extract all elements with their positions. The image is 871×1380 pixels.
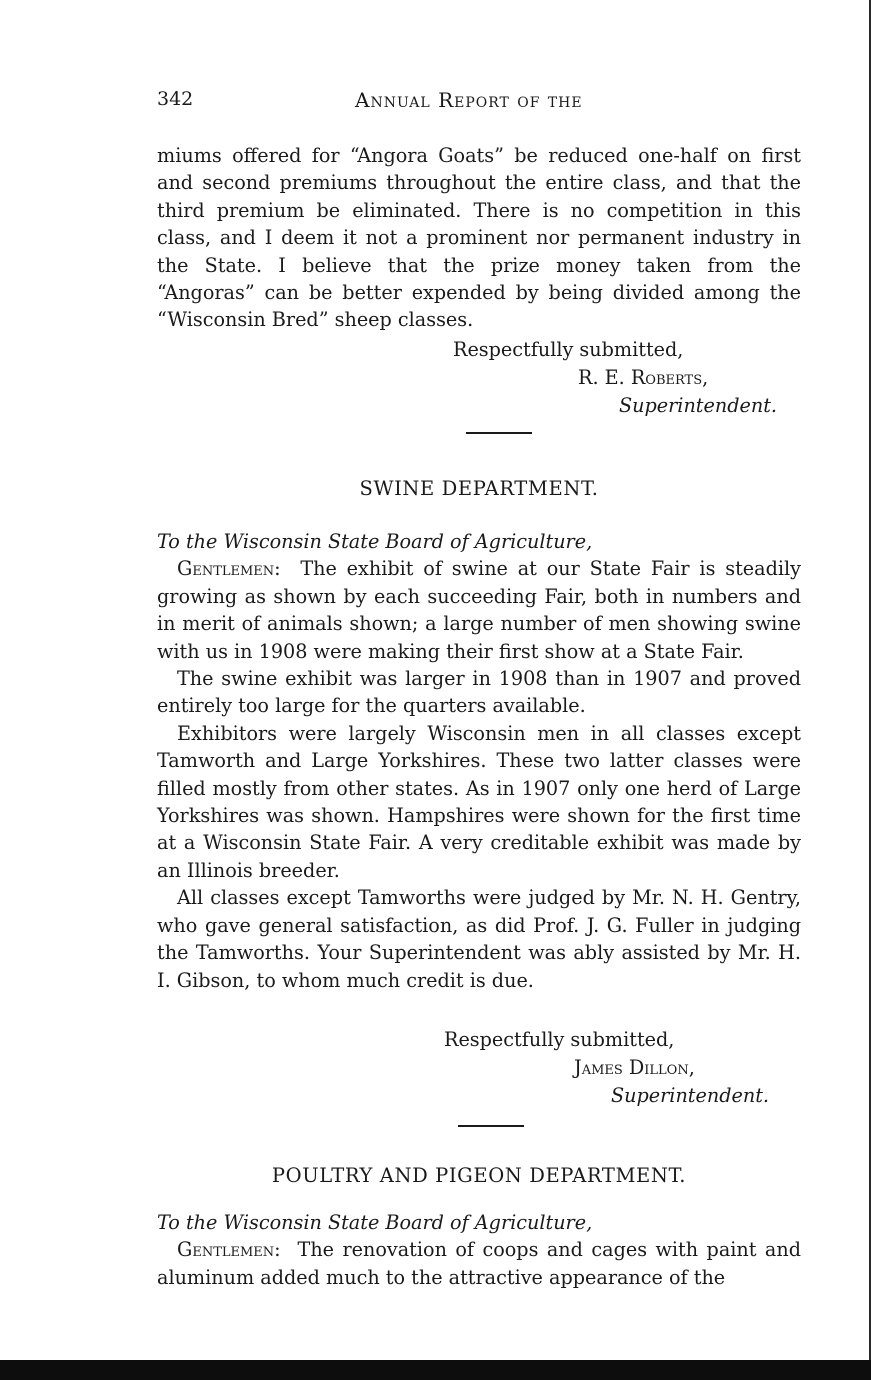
poultry-heading: POULTRY AND PIGEON DEPARTMENT.: [271, 1164, 687, 1187]
goats-signer: R. E. Roberts,: [578, 366, 709, 389]
poultry-paragraph: [157, 1236, 801, 1291]
goats-closing: Respectfully submitted,: [453, 338, 684, 361]
goats-paragraph-block: [157, 142, 801, 334]
swine-letter-block: [157, 528, 801, 994]
poultry-paragraph-text: The renovation of coops and cages with paint and aluminum added much to the attractive appearance of the: [157, 1238, 801, 1289]
running-head-title: Annual Report of the: [355, 88, 583, 112]
scan-bottom-border: [0, 1360, 871, 1380]
running-head: [157, 88, 801, 114]
swine-closing: Respectfully submitted,: [444, 1028, 675, 1051]
swine-salutation: To the Wisconsin State Board of Agriculture,: [157, 530, 593, 553]
swine-signer: James Dillon,: [574, 1056, 695, 1079]
swine-paragraph-2: The swine exhibit was larger in 1908 than in 1907 and proved entirely too large for the quarters available.: [157, 667, 801, 718]
poultry-salutation: To the Wisconsin State Board of Agriculture,: [157, 1211, 593, 1234]
section-divider: [466, 432, 532, 434]
swine-paragraph-3: Exhibitors were largely Wisconsin men in all classes except Tamworth and Large Yorkshires. These two latter classes were filled mostly from other states. As in 1907 only one herd of Large Yorkshires was shown. Hampshires were shown for the first time at a Wisconsin State Fair. A very creditable exhibit was made by an Illinois breeder.: [157, 721, 801, 882]
poultry-greeting: Gentlemen:: [177, 1238, 281, 1262]
swine-paragraph-4: All classes except Tamworths were judged by Mr. N. H. Gentry, who gave general satisfaction, as did Prof. J. G. Fuller in judging the Tamworths. Your Superintendent was ably assisted by Mr. H. I. Gibson, to whom much credit is due.: [157, 886, 801, 992]
swine-heading: SWINE DEPARTMENT.: [359, 477, 599, 500]
swine-paragraph-1: [157, 555, 801, 665]
poultry-letter-block: [157, 1209, 801, 1291]
section-divider: [458, 1125, 524, 1127]
swine-greeting: Gentlemen:: [177, 557, 281, 581]
goats-signer-title: Superintendent.: [619, 394, 778, 417]
swine-paragraph-1-text: The exhibit of swine at our State Fair is steadily growing as shown by each succeeding Fair, both in numbers and in merit of animals shown; a large number of men showing swine with us in 1908 were making their first show at a State Fair.: [157, 557, 801, 663]
swine-signer-title: Superintendent.: [611, 1084, 770, 1107]
page-number: 342: [157, 88, 194, 110]
goats-paragraph: miums offered for “Angora Goats” be reduced one-half on first and second premiums throughout the entire class, and that the third premium be eliminated. There is no competition in this class, and I deem it not a prominent nor permanent industry in the State. I believe that the prize money taken from the “Angoras” can be better expended by being divided among the “Wisconsin Bred” sheep classes.: [157, 144, 801, 332]
